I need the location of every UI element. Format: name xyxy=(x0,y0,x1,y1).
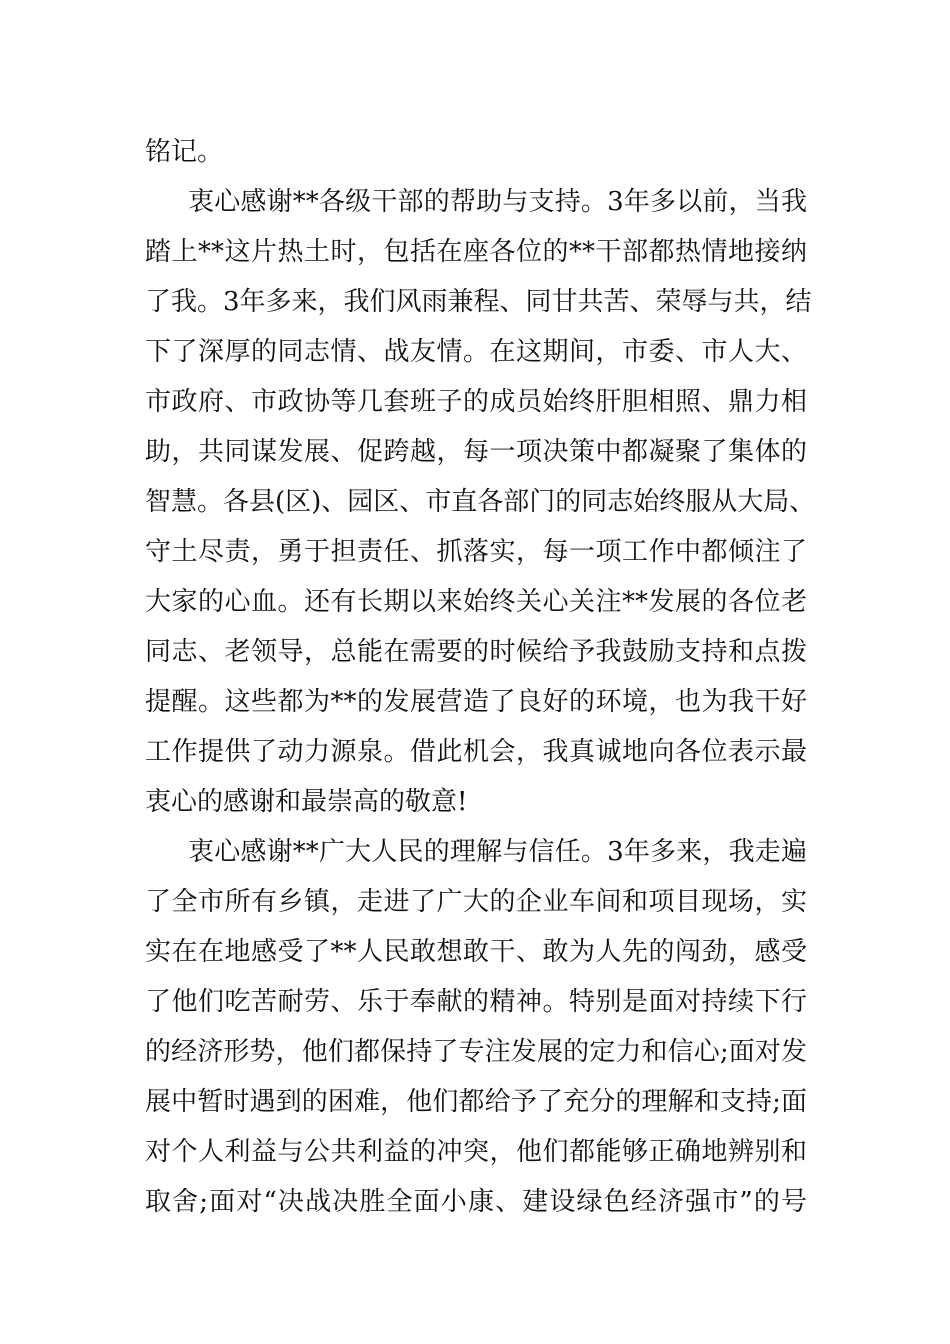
text-line: 展中暂时遇到的困难，他们都给予了充分的理解和支持;面 xyxy=(145,1087,807,1117)
text-line: 实在在地感受了**人民敢想敢干、敢为人先的闯劲，感受 xyxy=(145,937,807,967)
text-line: 了全市所有乡镇，走进了广大的企业车间和项目现场，实 xyxy=(145,887,807,917)
text-line: 踏上**这片热土时，包括在座各位的**干部都热情地接纳 xyxy=(145,237,807,267)
text-line: 取舍;面对“决战决胜全面小康、建设绿色经济强市”的号 xyxy=(145,1187,807,1217)
text-line: 大家的心血。还有长期以来始终关心关注**发展的各位老 xyxy=(145,587,807,617)
text-line: 的经济形势，他们都保持了专注发展的定力和信心;面对发 xyxy=(145,1037,807,1067)
text-line: 智慧。各县(区)、园区、市直各部门的同志始终服从大局、 xyxy=(145,487,816,517)
text-line: 同志、老领导，总能在需要的时候给予我鼓励支持和点拨 xyxy=(145,637,807,667)
paragraph-start-line: 衷心感谢**广大人民的理解与信任。3年多来，我走遍 xyxy=(188,837,807,867)
text-line: 铭记。 xyxy=(145,137,224,167)
text-line: 衷心的感谢和最崇高的敬意! xyxy=(145,787,468,817)
text-line: 了我。3年多来，我们风雨兼程、同甘共苦、荣辱与共，结 xyxy=(145,287,812,317)
text-line: 市政府、市政协等几套班子的成员始终肝胆相照、鼎力相 xyxy=(145,387,807,417)
text-line: 下了深厚的同志情、战友情。在这期间，市委、市人大、 xyxy=(145,337,807,367)
text-line: 对个人利益与公共利益的冲突，他们都能够正确地辨别和 xyxy=(145,1137,807,1167)
text-line: 工作提供了动力源泉。借此机会，我真诚地向各位表示最 xyxy=(145,737,807,767)
text-line: 了他们吃苦耐劳、乐于奉献的精神。特别是面对持续下行 xyxy=(145,987,807,1017)
paragraph-start-line: 衷心感谢**各级干部的帮助与支持。3年多以前，当我 xyxy=(188,187,807,217)
text-line: 助，共同谋发展、促跨越，每一项决策中都凝聚了集体的 xyxy=(145,437,807,467)
text-line: 提醒。这些都为**的发展营造了良好的环境，也为我干好 xyxy=(145,687,807,717)
text-line: 守土尽责，勇于担责任、抓落实，每一项工作中都倾注了 xyxy=(145,537,807,567)
